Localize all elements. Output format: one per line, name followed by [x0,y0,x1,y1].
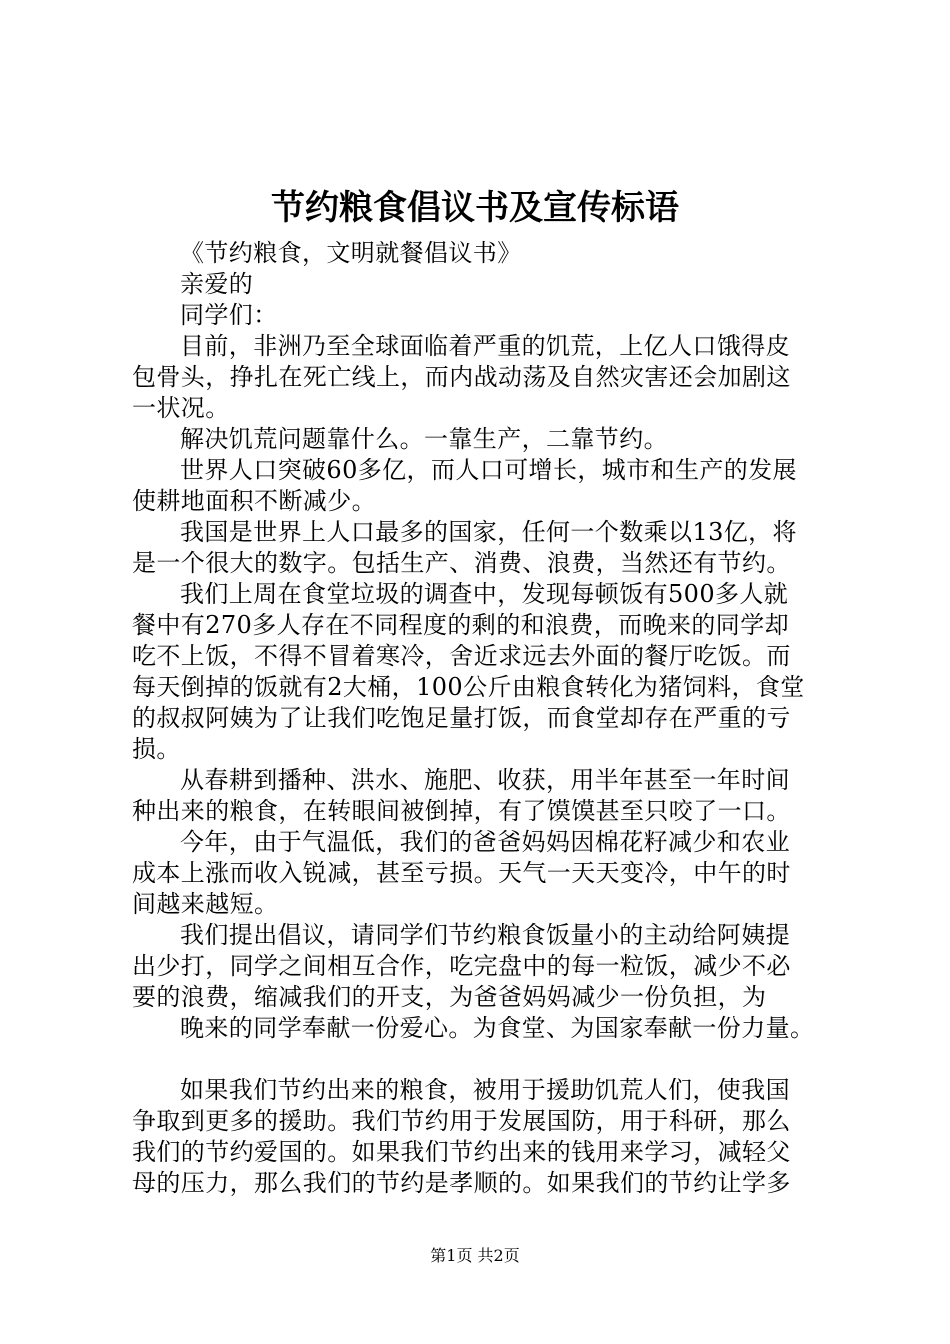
text-line: 从春耕到播种、洪水、施肥、收获，用半年甚至一年时间 [180,766,790,794]
text-line: 吃不上饭，不得不冒着寒冷，舍近求远去外面的餐厅吃饭。而 [132,642,791,670]
text-line: 我们上周在食堂垃圾的调查中，发现每顿饭有500多人就 [180,580,789,608]
text-line: 使耕地面积不断减少。 [132,487,376,515]
text-line: 如果我们节约出来的粮食，被用于援助饥荒人们，使我国 [180,1076,790,1104]
text-line: 要的浪费，缩减我们的开支，为爸爸妈妈减少一份负担，为 [132,983,767,1011]
text-line: 我国是世界上人口最多的国家，任何一个数乘以13亿，将 [180,518,797,546]
text-line: 今年，由于气温低，我们的爸爸妈妈因棉花籽减少和农业 [180,828,790,856]
document-title: 节约粮食倡议书及宣传标语 [271,188,679,228]
text-line: 的叔叔阿姨为了让我们吃饱足量打饭，而食堂却存在严重的亏 [132,704,791,732]
text-line: 我们的节约爱国的。如果我们节约出来的钱用来学习，减轻父 [132,1138,791,1166]
text-line: 包骨头，挣扎在死亡线上，而内战动荡及自然灾害还会加剧这 [132,363,791,391]
text-line: 种出来的粮食，在转眼间被倒掉，有了馍馍甚至只咬了一口。 [132,797,791,825]
text-line: 母的压力，那么我们的节约是孝顺的。如果我们的节约让学多 [132,1169,791,1197]
text-line: 亲爱的 [180,270,254,298]
text-line: 我们提出倡议，请同学们节约粮食饭量小的主动给阿姨提 [180,921,790,949]
page-footer: 第1页 共2页 [430,1246,520,1265]
text-line: 间越来越短。 [132,890,279,918]
text-line: 是一个很大的数字。包括生产、消费、浪费，当然还有节约。 [132,549,791,577]
document-body [132,238,852,1199]
blank-line [132,1044,852,1075]
text-line: 争取到更多的援助。我们节约用于发展国防，用于科研，那么 [132,1107,791,1135]
text-line: 每天倒掉的饭就有2大桶，100公斤由粮食转化为猪饲料，食堂 [132,673,805,701]
text-line: 晚来的同学奉献一份爱心。为食堂、为国家奉献一份力量。 [180,1014,815,1042]
text-line: 出少打，同学之间相互合作，吃完盘中的每一粒饭，减少不必 [132,952,791,980]
text-line: 《节约粮食，文明就餐倡议书》 [180,239,522,267]
text-line: 目前，非洲乃至全球面临着严重的饥荒，上亿人口饿得皮 [180,332,790,360]
text-line: 同学们： [180,301,278,329]
text-line: 一状况。 [132,394,230,422]
text-line: 损。 [132,735,181,763]
text-line: 成本上涨而收入锐减，甚至亏损。天气一天天变冷，中午的时 [132,859,791,887]
text-line: 餐中有270多人存在不同程度的剩的和浪费，而晚来的同学却 [132,611,790,639]
text-line: 世界人口突破60多亿，而人口可增长，城市和生产的发展 [180,456,797,484]
text-line: 解决饥荒问题靠什么。一靠生产，二靠节约。 [180,425,668,453]
